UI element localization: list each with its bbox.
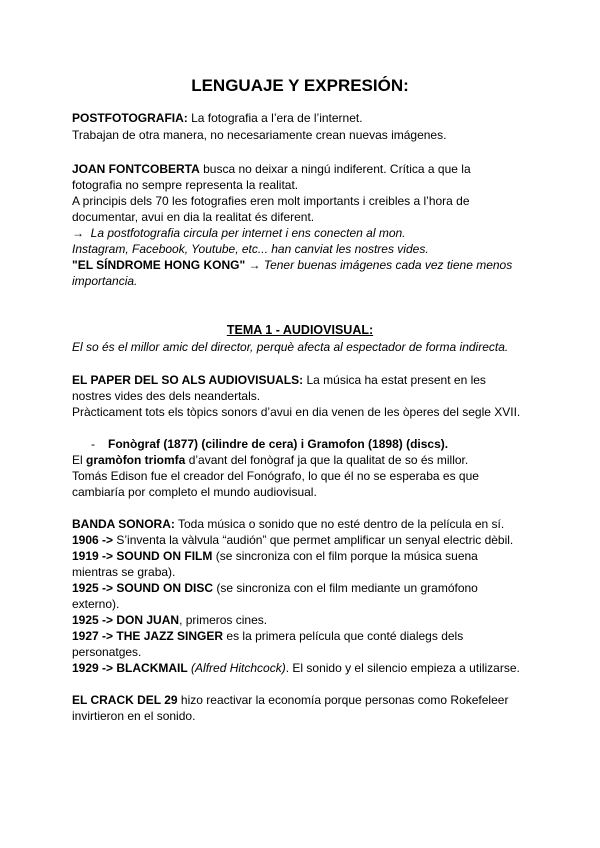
- fonograf-heading: [108, 436, 448, 452]
- timeline-continuation: externo).: [72, 597, 120, 611]
- paper-paragraph: [72, 372, 486, 388]
- timeline-text: , primeros cines.: [179, 613, 268, 627]
- postfoto-paragraph: [72, 110, 363, 126]
- timeline-text: . El sonido y el silencio empieza a utilizarse.: [285, 661, 520, 675]
- tema-title: TEMA 1 - AUDIOVISUAL:: [226, 323, 374, 337]
- fontcoberta-line8: importancia.: [72, 274, 138, 288]
- timeline-year: 1925 ->: [72, 613, 114, 627]
- arrow-icon: →: [72, 226, 84, 240]
- timeline-year: 1919 ->: [72, 549, 114, 563]
- fontcoberta-line6: Instagram, Facebook, Youtube, etc... han canviat les nostres vides.: [72, 242, 429, 256]
- tema-subtitle: El so és el millor amic del director, perquè afecta al espectador de forma indirecta.: [72, 340, 509, 354]
- fontcoberta-line4: documentar, avui en dia la realitat és diferent.: [72, 210, 315, 224]
- banda-text: Toda música o sonido que no esté dentro de la película en sí.: [174, 517, 505, 531]
- sindrome-line: [72, 257, 512, 273]
- timeline-text: es la primera película que conté dialegs dels: [223, 629, 464, 643]
- timeline-item: [72, 580, 478, 596]
- timeline-bold: BLACKMAIL: [113, 661, 188, 675]
- fonograf-line1: [72, 452, 468, 468]
- timeline-bold: DON JUAN: [113, 613, 180, 627]
- timeline-text: S’inventa la vàlvula “audión” que permet amplificar un senyal electric dèbil.: [113, 533, 514, 547]
- crack-paragraph: [72, 692, 508, 708]
- timeline-bold: SOUND ON FILM: [113, 549, 213, 563]
- timeline-text: (se sincroniza con el film porque la música suena: [212, 549, 478, 563]
- fonograf-line1-pre: El: [72, 453, 87, 467]
- crack-line2: invirtieron en el sonido.: [72, 709, 196, 723]
- paper-line2: nostres vides des dels neandertals.: [72, 389, 261, 403]
- sindrome-label: "EL SÍNDROME HONG KONG": [72, 258, 246, 272]
- fonograf-line2: Tomás Edison fue el creador del Fonógrafo, lo que él no se esperaba es que: [72, 469, 479, 483]
- timeline-bold: SOUND ON DISC: [113, 581, 214, 595]
- timeline-item: [72, 628, 463, 644]
- timeline-year: 1925 ->: [72, 581, 114, 595]
- postfoto-label: POSTFOTOGRAFIA:: [72, 111, 188, 125]
- timeline-year: 1929 ->: [72, 661, 114, 675]
- crack-label: EL CRACK DEL 29: [72, 693, 178, 707]
- fontcoberta-line5-text: La postfotografia circula per internet i ens conecten al mon.: [90, 226, 406, 240]
- timeline-year: 1927 ->: [72, 629, 114, 643]
- timeline-item: [72, 612, 267, 628]
- fonograf-line3: cambiaría por completo el mundo audiovisual.: [72, 485, 317, 499]
- timeline-item: [72, 660, 520, 676]
- fontcoberta-line3: A principis dels 70 les fotografies eren molt importants i creibles a l’hora de: [72, 194, 470, 208]
- fonograf-heading-text: Fonògraf (1877) (cilindre de cera) i Gramofon (1898) (discs).: [108, 437, 449, 451]
- page-title: LENGUAJE Y EXPRESIÓN:: [191, 76, 409, 95]
- timeline-text: (se sincroniza con el film mediante un gramófono: [213, 581, 478, 595]
- timeline-bold: THE JAZZ SINGER: [113, 629, 224, 643]
- banda-label: BANDA SONORA:: [72, 517, 175, 531]
- fontcoberta-name: JOAN FONTCOBERTA: [72, 162, 200, 176]
- sindrome-text: → Tener buenas imágenes cada vez tiene menos: [245, 258, 513, 272]
- fontcoberta-paragraph: [72, 161, 471, 177]
- list-bullet: -: [91, 437, 95, 451]
- fontcoberta-line5: [72, 225, 406, 241]
- timeline-item: [72, 548, 478, 564]
- timeline-italic: (Alfred Hitchcock): [187, 661, 286, 675]
- banda-paragraph: [72, 516, 504, 532]
- fontcoberta-line2: fotografia no sempre representa la realitat.: [72, 178, 299, 192]
- paper-label: EL PAPER DEL SO ALS AUDIOVISUALS:: [72, 373, 304, 387]
- crack-line1: hizo reactivar la economía porque personas como Rokefeleer: [177, 693, 509, 707]
- timeline-year: 1906 ->: [72, 533, 114, 547]
- timeline-continuation: mientras se graba).: [72, 565, 176, 579]
- postfoto-line2: Trabajan de otra manera, no necesariamente crean nuevas imágenes.: [72, 128, 447, 142]
- timeline-continuation: personatges.: [72, 645, 142, 659]
- paper-line1: La música ha estat present en les: [303, 373, 486, 387]
- fonograf-line1-bold: gramòfon triomfa: [86, 453, 186, 467]
- timeline-item: [72, 532, 513, 548]
- postfoto-text: La fotografia a l’era de l’internet.: [187, 111, 363, 125]
- paper-line3: Pràcticament tots els tòpics sonors d’avui en dia venen de les òperes del segle XVII.: [72, 405, 521, 419]
- fonograf-line1-post: d’avant del fonògraf ja que la qualitat de so és millor.: [185, 453, 469, 467]
- fontcoberta-line1: busca no deixar a ningú indiferent. Crítica a que la: [199, 162, 471, 176]
